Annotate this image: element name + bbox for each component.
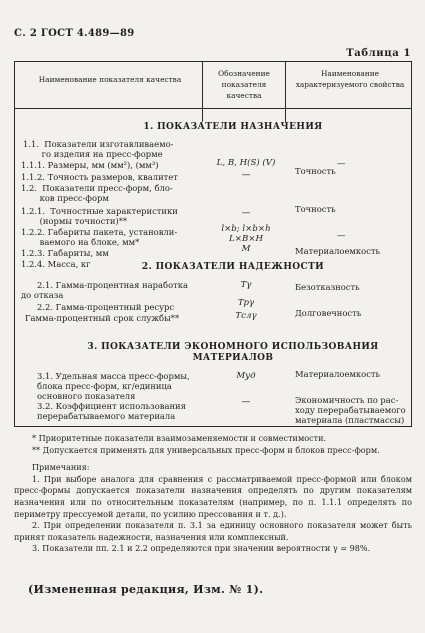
table-row-text: 3.1. Удельная масса пресс-формы, [37,371,190,381]
note-item: 1. При выборе аналога для сравнения с рассматриваемой пресс-формой или блоком пресс-формы допускается показатели назначения определять по другим показателям назначения или по относительным показателям (например, по п. 1.1.1 определять по периметру прессуемой детали, по усилию прессования и т. д.). [14,473,412,519]
table-row-text: до отказа [21,290,64,300]
section-title-reliability: 2. ПОКАЗАТЕЛИ НАДЕЖНОСТИ [141,262,325,272]
page-header: С. 2 ГОСТ 4.489—89 [14,28,135,39]
column-header-property: Наименование характеризуемого свойства [295,69,405,89]
table-row-text: 2.2. Гамма-процентный ресурс [37,302,175,312]
column-divider [202,62,203,122]
table-row-text: 1.1.1. Размеры, мм (мм²), (мм³) [21,160,159,170]
section-title-economy: 3. ПОКАЗАТЕЛИ ЭКОНОМНОГО ИСПОЛЬЗОВАНИЯ [87,342,379,352]
designation-cell: — [241,208,251,218]
column-header-designation: Обозначение показателя качества [218,69,270,100]
table-row-text: перерабатываемого материала [37,411,176,421]
designation-cell: L×B×H [229,234,263,244]
designation-cell: — [241,397,251,407]
designation-cell: Mуд [236,371,256,381]
designation-cell: M [241,244,251,254]
header-separator [15,108,411,109]
notes-title: Примечания: [32,462,90,473]
designation-cell: Tслγ [235,311,257,321]
table-row-text: Гамма-процентный срок службы** [25,313,180,323]
table-label: Таблица 1 [346,48,411,59]
footnote: * Приоритетные показатели взаимозаменяемости и совместимости. [32,433,327,443]
amendment-stamp: (Измененная редакция, Изм. № 1). [28,583,264,596]
designation-cell: Tрγ [237,298,255,308]
property-cell: ходу перерабатываемого [295,405,406,415]
property-cell: Точность [295,204,336,214]
table-row-text: ваемого на блоке, мм* [21,237,140,247]
designation-cell: l×b; l×b×h [221,224,271,234]
footnote: ** Допускается применять для универсальных пресс-форм и блоков пресс-форм. [32,444,380,455]
property-cell: Материалоемкость [295,369,381,379]
column-divider [285,62,286,122]
property-cell: Материалоемкость [295,246,381,256]
property-cell: Долговечность [295,308,362,318]
property-cell: — [337,158,346,168]
note-item: 3. Показатели пп. 2.1 и 2.2 определяются при значении вероятности γ = 98%. [32,543,371,554]
column-header-indicator: Наименование показателя качества [38,75,182,84]
note-item: 2. При определении показателя п. 3.1 за единицу основного показателя может быть принят показатель надежности, назначения или комплексный. [14,520,412,542]
table-row-text: 1.2.4. Масса, кг [21,259,91,269]
designation-cell: L, B, H(S) (V) [216,158,276,168]
quality-indicators-table [14,61,412,427]
table-row-text: го изделия на пресс-форме [23,149,163,159]
table-row-text: 1.2.2. Габариты пакета, установли- [21,227,178,237]
property-cell: Экономичность по рас- [295,395,399,405]
section-title-economy-cont: МАТЕРИАЛОВ [192,353,274,363]
table-row-text: 2.1. Гамма-процентная наработка [37,280,188,290]
table-row-text: 1.1.2. Точность размеров, квалитет [21,172,178,182]
table-row-text: 1.2.3. Габариты, мм [21,248,109,258]
notes-block [14,433,412,555]
table-row-text: 3.2. Коэффициент использования [37,401,186,411]
property-cell: — [337,230,346,240]
designation-cell: — [241,170,251,180]
property-cell: Точность [295,166,336,176]
table-row-text: блока пресс-форм, кг/единица [37,381,172,391]
property-cell: материала (пластмассы) [295,415,405,425]
designation-cell: Tγ [240,280,252,290]
table-row-text: 1.2.1. Точностные характеристики [21,206,178,216]
table-row-text: 1.2. Показатели пресс-форм, бло- [21,183,173,193]
table-row-text: основного показателя [37,391,136,401]
table-row-text: 1.1. Показатели изготавливаемо- [23,139,174,149]
section-title-purpose: 1. ПОКАЗАТЕЛИ НАЗНАЧЕНИЯ [143,122,323,132]
table-row-text: (нормы точности)** [21,216,128,226]
table-row-text: ков пресс-форм [21,193,109,203]
property-cell: Безотказность [295,282,360,292]
